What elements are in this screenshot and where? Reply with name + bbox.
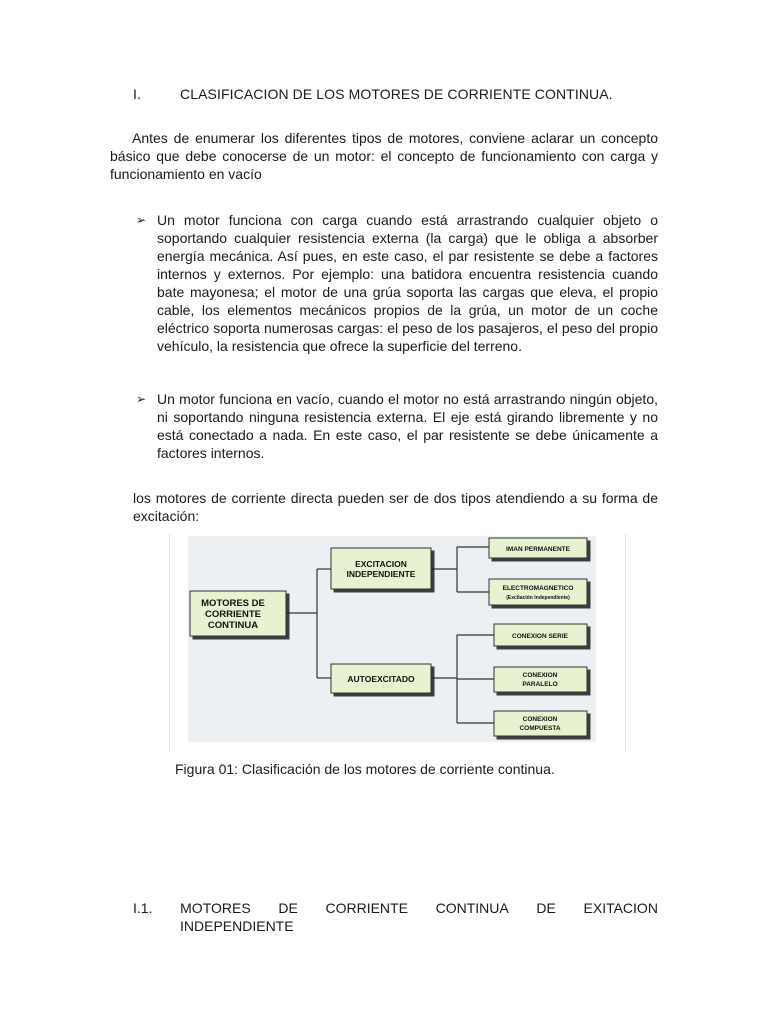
root-label-line2: CORRIENTE bbox=[205, 609, 261, 620]
compuesta-label-line1: CONEXION bbox=[522, 716, 558, 723]
subsection-word: DE bbox=[278, 900, 298, 916]
classification-figure bbox=[169, 534, 626, 750]
subsection-word: CONTINUA bbox=[435, 900, 509, 916]
bullet-text: Un motor funciona en vacío, cuando el motor no está arrastrando ningún objeto, ni soportando ninguna resistencia externa. El eje está girando libremente y no está conectado a nada. En este caso, el par resistente se debe únicamente a factores internos. bbox=[157, 391, 658, 461]
paralelo-label-line2: PARALELO bbox=[522, 681, 558, 688]
subsection-word: MOTORES bbox=[180, 900, 251, 916]
subsection-word: CORRIENTE bbox=[325, 900, 408, 916]
classification-diagram bbox=[170, 534, 625, 750]
bullet-item-carga bbox=[136, 211, 658, 355]
electro-box bbox=[489, 579, 587, 605]
types-paragraph: los motores de corriente directa pueden ser de dos tipos atendiendo a su forma de excitación: bbox=[133, 490, 658, 524]
serie-label: CONEXION SERIE bbox=[512, 633, 568, 640]
autoexcitado-label: AUTOEXCITADO bbox=[347, 674, 415, 684]
iman-label: IMAN PERMANENTE bbox=[506, 546, 570, 553]
paralelo-label-line1: CONEXION bbox=[522, 672, 558, 679]
subsection-number: I.1. bbox=[133, 900, 153, 916]
excitacion-label-line1: EXCITACION bbox=[355, 559, 407, 569]
arrow-bullet-icon: ➢ bbox=[136, 392, 147, 406]
section-number: I. bbox=[133, 86, 141, 102]
section-heading bbox=[133, 86, 613, 102]
paralelo-box bbox=[494, 667, 587, 692]
arrow-bullet-icon: ➢ bbox=[136, 213, 147, 227]
intro-paragraph: Antes de enumerar los diferentes tipos de motores, conviene aclarar un concepto básico que debe conocerse de un motor: el concepto de funcionamiento con carga y funcionamiento en vacío bbox=[110, 130, 658, 182]
root-label-line3: CONTINUA bbox=[207, 620, 259, 631]
electro-sublabel: (Excitación Independiente) bbox=[506, 595, 570, 601]
bullet-item-vacio bbox=[136, 390, 658, 462]
compuesta-box bbox=[494, 711, 587, 736]
subsection-heading bbox=[133, 899, 658, 935]
section-title: CLASIFICACION DE LOS MOTORES DE CORRIENTE CONTINUA. bbox=[180, 86, 613, 102]
subsection-heading-line1 bbox=[133, 899, 658, 917]
excitacion-label-line2: INDEPENDIENTE bbox=[346, 569, 416, 579]
root-label-line1: MOTORES DE bbox=[201, 598, 265, 609]
bullet-text: Un motor funciona con carga cuando está arrastrando cualquier objeto o soportando cualquier resistencia externa (la carga) que le obliga a absorber energía mecánica. Así pues, en este caso, el par resistente se debe a factores internos y externos. Por ejemplo: una batidora encuentra resistencia cuando bate mayonesa; el motor de una grúa soporta las cargas que eleva, el propio cable, los elementos mecánicos propios de la grúa, un motor de un coche eléctrico soporta numerosas cargas: el peso de los pasajeros, el peso del propio vehículo, la resistencia que ofrece la superficie del terreno. bbox=[157, 212, 658, 354]
subsection-word: EXITACION bbox=[583, 900, 658, 916]
subsection-heading-line2: INDEPENDIENTE bbox=[180, 918, 294, 934]
subsection-word: DE bbox=[536, 900, 556, 916]
electro-label: ELECTROMAGNETICO bbox=[502, 585, 574, 592]
figure-caption: Figura 01: Clasificación de los motores de corriente continua. bbox=[175, 761, 555, 777]
compuesta-label-line2: COMPUESTA bbox=[519, 725, 561, 732]
